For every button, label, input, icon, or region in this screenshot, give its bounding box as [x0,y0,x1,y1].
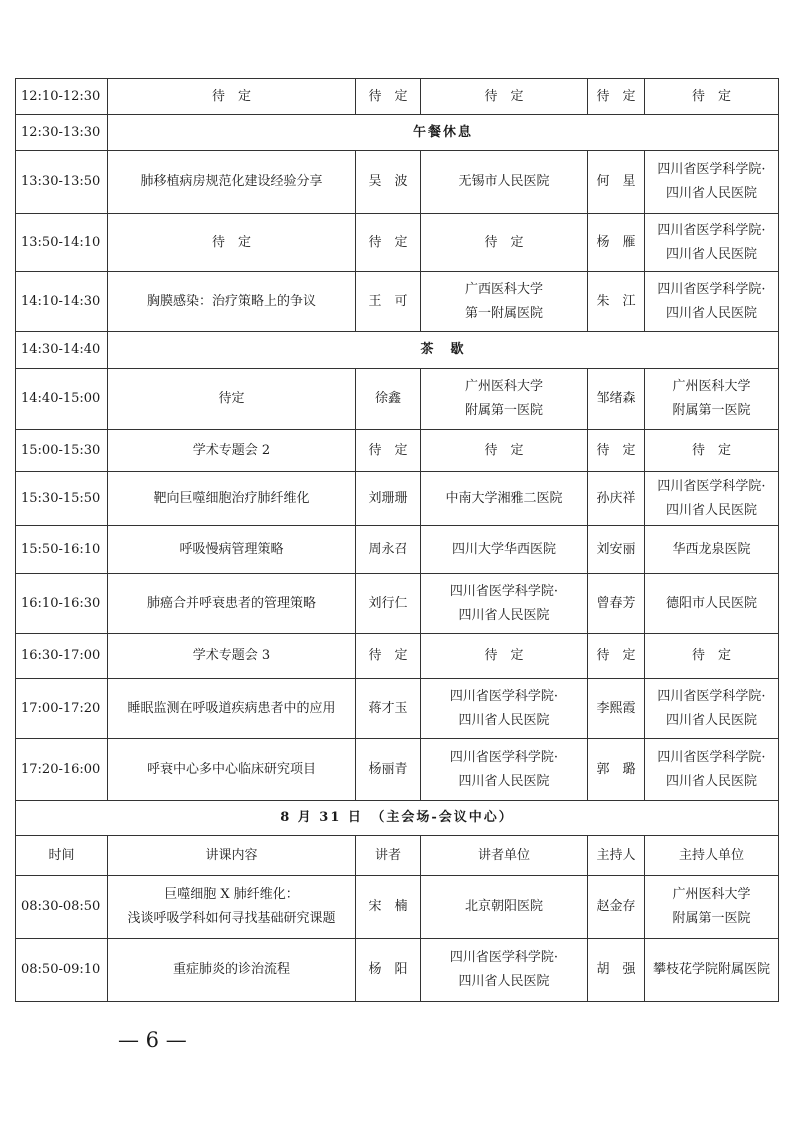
session-row [16,430,779,472]
topic-cell: 重症肺炎的诊治流程 [108,939,356,1002]
speaker-cell: 刘珊珊 [356,472,421,526]
time-cell: 14:30-14:40 [16,332,108,369]
speaker-cell: 蒋才玉 [356,679,421,739]
topic-cell: 睡眠监测在呼吸道疾病患者中的应用 [108,679,356,739]
speaker-unit-cell: 广州医科大学 附属第一医院 [421,369,588,430]
session-row [16,634,779,679]
speaker-cell: 宋 楠 [356,876,421,939]
host-cell: 刘安丽 [588,526,645,574]
session-row [16,214,779,272]
topic-cell: 待定 [108,369,356,430]
host-unit-cell: 待 定 [645,430,779,472]
speaker-unit-cell: 北京朝阳医院 [421,876,588,939]
topic-cell: 胸膜感染：治疗策略上的争议 [108,272,356,332]
time-cell: 15:00-15:30 [16,430,108,472]
time-cell: 15:30-15:50 [16,472,108,526]
session-row [16,79,779,115]
column-header-row [16,836,779,876]
session-row [16,272,779,332]
time-cell: 14:10-14:30 [16,272,108,332]
header-speaker: 讲者 [356,836,421,876]
session-row [16,526,779,574]
topic-cell: 学术专题会 2 [108,430,356,472]
header-host: 主持人 [588,836,645,876]
session-row [16,739,779,801]
host-unit-cell: 待 定 [645,79,779,115]
header-host-unit: 主持人单位 [645,836,779,876]
topic-cell: 待 定 [108,214,356,272]
topic-cell: 呼衰中心多中心临床研究项目 [108,739,356,801]
host-cell: 何 星 [588,151,645,214]
time-cell: 14:40-15:00 [16,369,108,430]
topic-cell: 肺移植病房规范化建设经验分享 [108,151,356,214]
speaker-unit-cell: 待 定 [421,634,588,679]
host-unit-cell: 攀枝花学院附属医院 [645,939,779,1002]
header-speaker-unit: 讲者单位 [421,836,588,876]
host-unit-cell: 广州医科大学 附属第一医院 [645,876,779,939]
speaker-cell: 王 可 [356,272,421,332]
speaker-unit-cell: 待 定 [421,430,588,472]
host-cell: 朱 江 [588,272,645,332]
session-row [16,679,779,739]
speaker-unit-cell: 四川省医学科学院· 四川省人民医院 [421,939,588,1002]
host-cell: 赵金存 [588,876,645,939]
speaker-cell: 待 定 [356,214,421,272]
speaker-unit-cell: 中南大学湘雅二医院 [421,472,588,526]
host-cell: 孙庆祥 [588,472,645,526]
time-cell: 13:30-13:50 [16,151,108,214]
time-cell: 12:30-13:30 [16,115,108,151]
time-cell: 08:30-08:50 [16,876,108,939]
host-unit-cell: 广州医科大学 附属第一医院 [645,369,779,430]
time-cell: 16:30-17:00 [16,634,108,679]
session-row [16,472,779,526]
host-cell: 杨 雁 [588,214,645,272]
host-unit-cell: 四川省医学科学院· 四川省人民医院 [645,151,779,214]
host-cell: 待 定 [588,634,645,679]
day-header-row [16,801,779,836]
host-unit-cell: 四川省医学科学院· 四川省人民医院 [645,679,779,739]
session-row [16,876,779,939]
schedule-table [15,78,779,1002]
host-unit-cell: 德阳市人民医院 [645,574,779,634]
session-row [16,151,779,214]
time-cell: 13:50-14:10 [16,214,108,272]
speaker-cell: 杨丽青 [356,739,421,801]
speaker-unit-cell: 四川省医学科学院· 四川省人民医院 [421,679,588,739]
session-row [16,939,779,1002]
host-cell: 郭 璐 [588,739,645,801]
host-unit-cell: 华西龙泉医院 [645,526,779,574]
speaker-cell: 待 定 [356,79,421,115]
speaker-unit-cell: 四川省医学科学院· 四川省人民医院 [421,574,588,634]
speaker-unit-cell: 待 定 [421,79,588,115]
speaker-cell: 待 定 [356,634,421,679]
host-cell: 胡 强 [588,939,645,1002]
time-cell: 08:50-09:10 [16,939,108,1002]
topic-cell: 待 定 [108,79,356,115]
session-row [16,574,779,634]
topic-cell: 肺癌合并呼衰患者的管理策略 [108,574,356,634]
session-row [16,369,779,430]
day-header: 8 月 31 日 （主会场-会议中心） [16,801,779,836]
host-cell: 李熙霞 [588,679,645,739]
host-cell: 曾春芳 [588,574,645,634]
speaker-unit-cell: 四川省医学科学院· 四川省人民医院 [421,739,588,801]
speaker-unit-cell: 无锡市人民医院 [421,151,588,214]
speaker-unit-cell: 四川大学华西医院 [421,526,588,574]
time-cell: 16:10-16:30 [16,574,108,634]
topic-cell: 靶向巨噬细胞治疗肺纤维化 [108,472,356,526]
topic-cell: 呼吸慢病管理策略 [108,526,356,574]
time-cell: 17:00-17:20 [16,679,108,739]
page-number: — 6 — [118,1028,187,1052]
topic-cell: 巨噬细胞 X 肺纤维化： 浅谈呼吸学科如何寻找基础研究课题 [108,876,356,939]
host-unit-cell: 四川省医学科学院· 四川省人民医院 [645,472,779,526]
speaker-unit-cell: 广西医科大学 第一附属医院 [421,272,588,332]
speaker-cell: 待 定 [356,430,421,472]
host-cell: 邹绪森 [588,369,645,430]
speaker-cell: 周永召 [356,526,421,574]
host-unit-cell: 四川省医学科学院· 四川省人民医院 [645,272,779,332]
host-unit-cell: 四川省医学科学院· 四川省人民医院 [645,739,779,801]
break-row [16,332,779,369]
topic-cell: 学术专题会 3 [108,634,356,679]
host-cell: 待 定 [588,79,645,115]
time-cell: 17:20-16:00 [16,739,108,801]
break-label: 茶 歇 [108,332,779,369]
speaker-cell: 徐鑫 [356,369,421,430]
break-label: 午餐休息 [108,115,779,151]
header-topic: 讲课内容 [108,836,356,876]
host-unit-cell: 四川省医学科学院· 四川省人民医院 [645,214,779,272]
speaker-unit-cell: 待 定 [421,214,588,272]
speaker-cell: 杨 阳 [356,939,421,1002]
speaker-cell: 吴 波 [356,151,421,214]
host-cell: 待 定 [588,430,645,472]
speaker-cell: 刘行仁 [356,574,421,634]
host-unit-cell: 待 定 [645,634,779,679]
time-cell: 15:50-16:10 [16,526,108,574]
break-row [16,115,779,151]
header-time: 时间 [16,836,108,876]
time-cell: 12:10-12:30 [16,79,108,115]
